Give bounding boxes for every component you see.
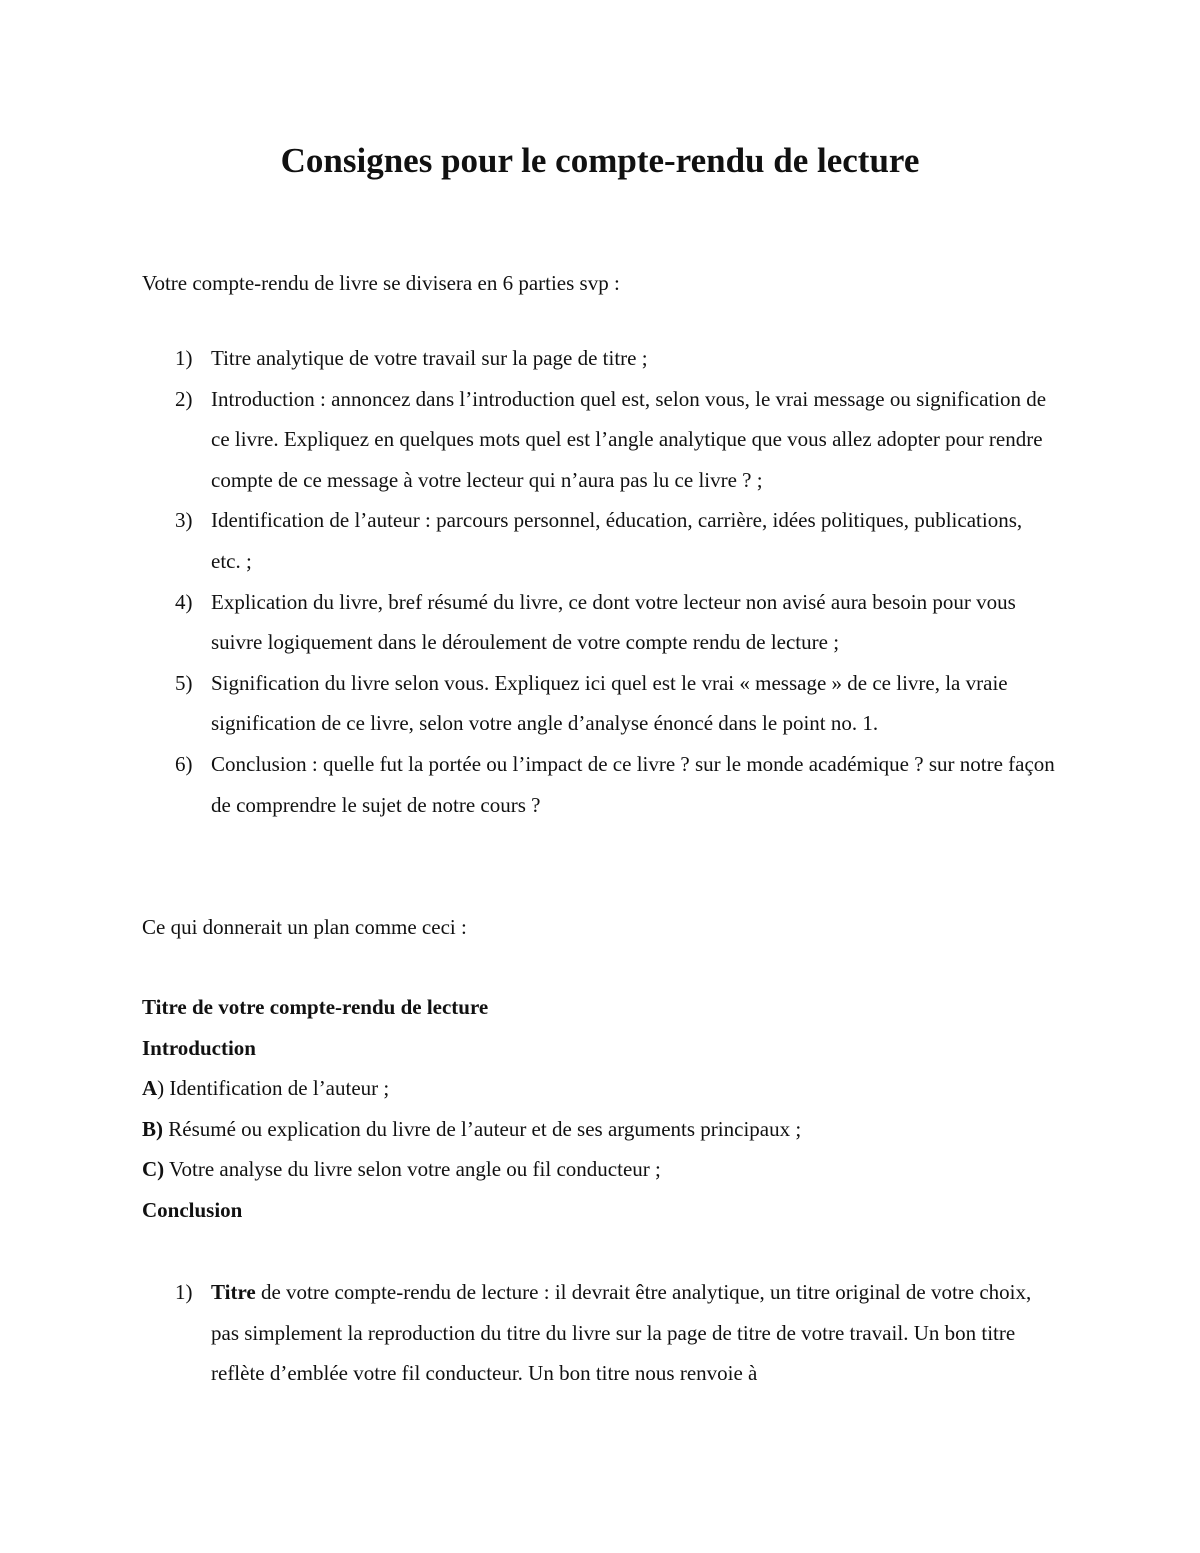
- item-number: 1): [175, 1280, 193, 1304]
- plan-heading: Titre de votre compte-rendu de lecture: [142, 995, 489, 1019]
- plan-item-a: [142, 1068, 801, 1109]
- item-text: Identification de l’auteur : parcours personnel, éducation, carrière, idées politiques, publications, etc. ;: [211, 508, 1023, 573]
- list-item: [0, 582, 1056, 663]
- intro-paragraph: Votre compte-rendu de livre se divisera en 6 parties svp :: [142, 271, 620, 295]
- item-number: 2): [175, 386, 193, 411]
- plan-outline: [142, 987, 801, 1231]
- item-text: Titre analytique de votre travail sur la page de titre ;: [211, 346, 648, 370]
- plan-label-b: B): [142, 1116, 163, 1141]
- item-text: Signification du livre selon vous. Expliquez ici quel est le vrai « message » de ce livre, la vraie signification de ce livre, selon votre angle d’analyse énoncé dans le point no. 1.: [211, 670, 1008, 736]
- plan-label-c: C): [142, 1157, 165, 1182]
- document-title: Consignes pour le compte-rendu de lecture: [280, 141, 920, 180]
- plan-text-a: ) Identification de l’auteur ;: [157, 1076, 390, 1101]
- list-item: [0, 500, 1056, 581]
- plan-item-c: [142, 1149, 801, 1190]
- list-item: [0, 663, 1056, 744]
- plan-conclusion: Conclusion: [142, 1197, 243, 1222]
- item-text: de votre compte-rendu de lecture : il devrait être analytique, un titre original de votre choix, pas simplement la reproduction du titre du livre sur la page de titre de votre travail. Un bon titre reflète d’emblée votre fil conducteur. Un bon titre nous renvoie à: [211, 1280, 1032, 1386]
- item-text: Conclusion : quelle fut la portée ou l’impact de ce livre ? sur le monde académique ? sur notre façon de comprendre le sujet de notre cours ?: [211, 751, 1055, 817]
- list-item: [0, 1272, 1056, 1394]
- item-number: 6): [175, 751, 193, 776]
- item-bold-label: Titre: [211, 1280, 256, 1304]
- item-number: 4): [175, 589, 193, 614]
- plan-introduction: Introduction: [142, 1035, 256, 1060]
- item-number: 1): [175, 346, 193, 370]
- item-text: Introduction : annoncez dans l’introduction quel est, selon vous, le vrai message ou signification de ce livre. Expliquez en quelques mots quel est l’angle analytique que vous allez adopter pour rendre compte de ce message à votre lecteur qui n’aura pas lu ce livre ? ;: [211, 386, 1047, 492]
- plan-item-b: [142, 1109, 801, 1150]
- list-item: [0, 744, 1056, 825]
- parts-list: [0, 338, 1056, 825]
- plan-intro-paragraph: Ce qui donnerait un plan comme ceci :: [142, 915, 467, 939]
- list-item: [0, 379, 1056, 501]
- list-item: [0, 338, 1056, 379]
- detail-list: [0, 1272, 1056, 1394]
- plan-label-a: A: [142, 1076, 158, 1101]
- item-number: 3): [175, 508, 193, 533]
- plan-text-c: Votre analyse du livre selon votre angle ou fil conducteur ;: [164, 1157, 661, 1182]
- item-text: Explication du livre, bref résumé du livre, ce dont votre lecteur non avisé aura besoin pour vous suivre logiquement dans le déroulement de votre compte rendu de lecture ;: [211, 589, 1016, 655]
- item-number: 5): [175, 670, 193, 695]
- plan-text-b: Résumé ou explication du livre de l’auteur et de ses arguments principaux ;: [163, 1116, 802, 1141]
